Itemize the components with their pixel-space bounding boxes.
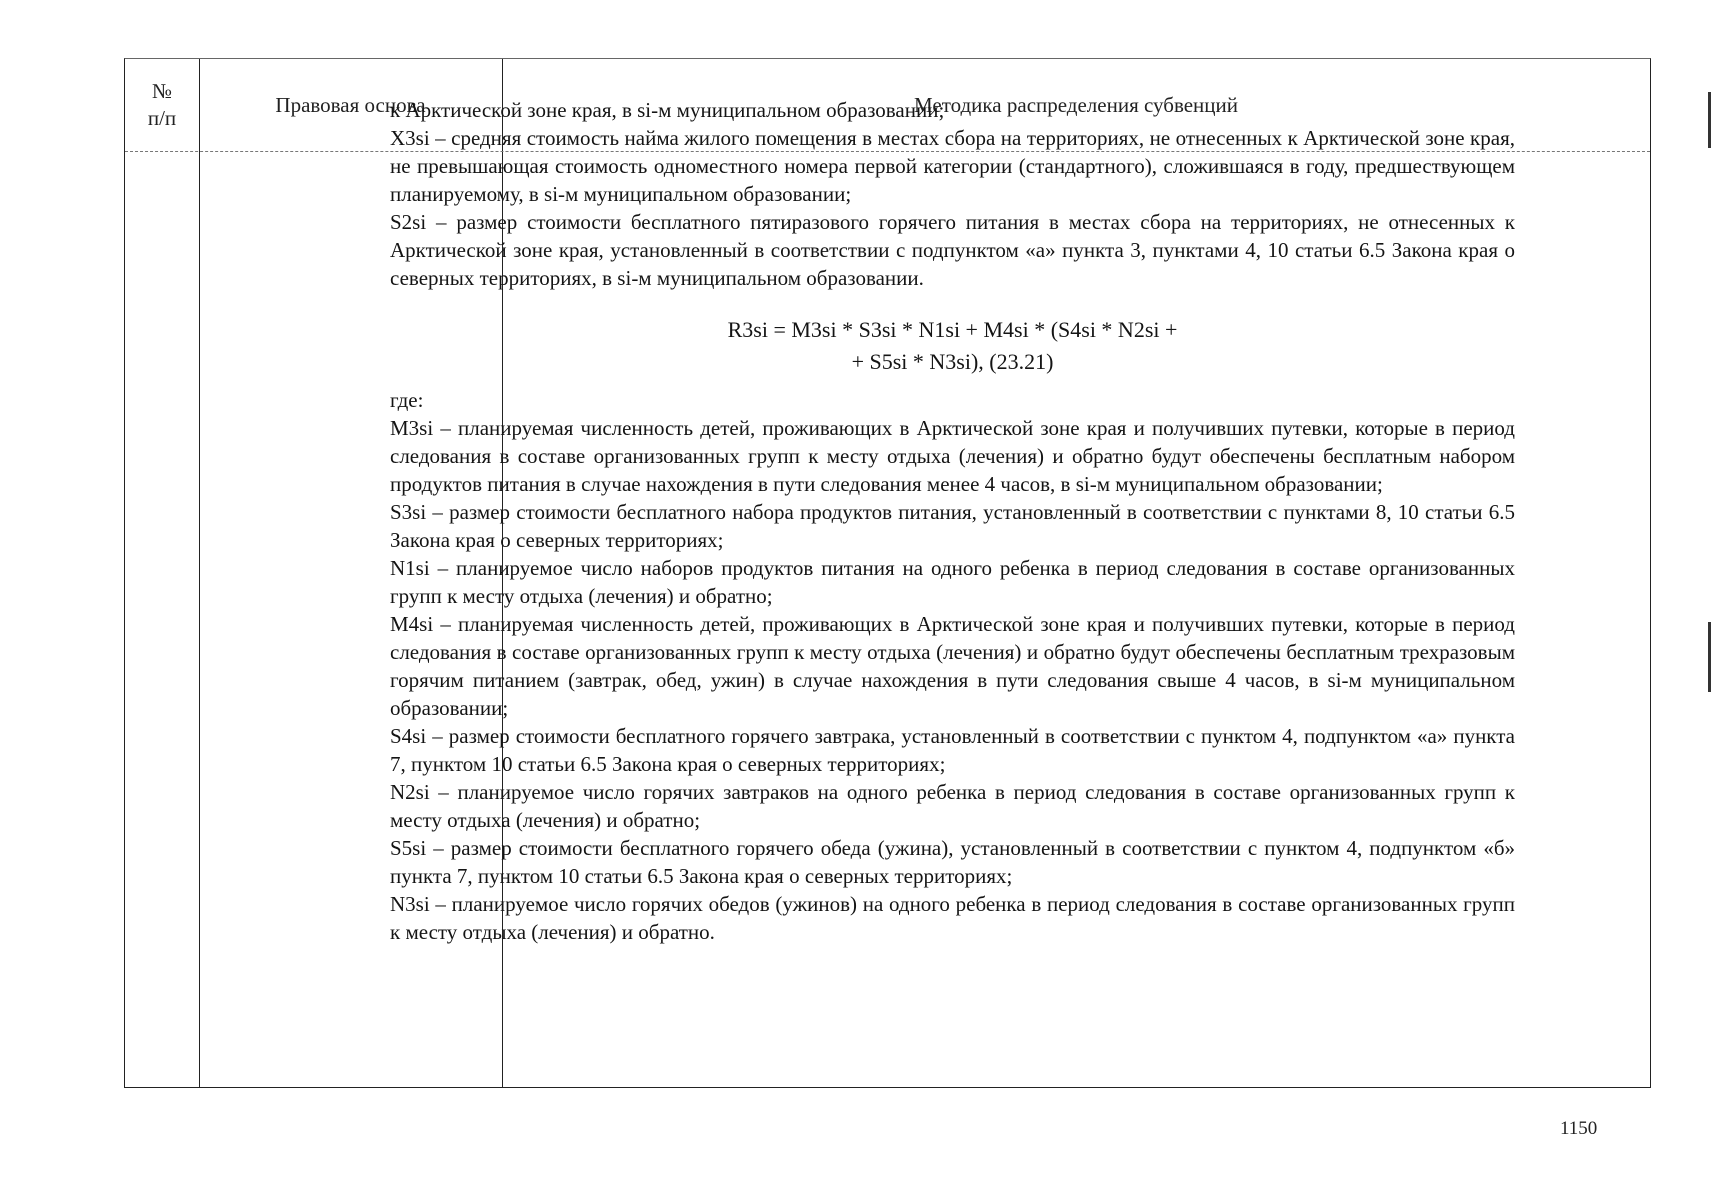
paragraph: S2si – размер стоимости бесплатного пятиразового горячего питания в местах сбора на территориях, не отнесенных к Арктической зоне края, установленный в соответствии с подпунктом «а» пункта 3, пунктами 4, 10 статьи 6.5 Закона края о северных территориях, в si-м муниципальном образовании. [390,210,1515,290]
definition-s5si: S5si – размер стоимости бесплатного горячего обеда (ужина), установленный в соответствии с пунктом 4, подпунктом «б» пункта 7, пунктом 10 статьи 6.5 Закона края о северных территориях; [390,836,1515,888]
header-number-abbrev: п/п [147,106,177,130]
definition-n1si: N1si – планируемое число наборов продуктов питания на одного ребенка в период следования в составе организованных групп к месту отдыха (лечения) и обратно; [390,556,1515,608]
definition-n3si: N3si – планируемое число горячих обедов (ужинов) на одного ребенка в период следования в составе организованных групп к месту отдыха (лечения) и обратно. [390,892,1515,944]
page-number: 1150 [1560,1118,1598,1139]
paragraph: X3si – средняя стоимость найма жилого помещения в местах сбора на территориях, не отнесенных к Арктической зоне края, не превышающая стоимость одноместного номера первой категории (стандартного), сложившаяся в году, предшествующем планируемому, в si-м муниципальном образовании; [390,126,1515,206]
definition-n2si: N2si – планируемое число горячих завтраков на одного ребенка в период следования в составе организованных групп к месту отдыха (лечения) и обратно; [390,780,1515,832]
scan-edge-mark [1708,92,1711,148]
scan-edge-mark [1708,622,1711,692]
definition-s4si: S4si – размер стоимости бесплатного горячего завтрака, установленный в соответствии с пунктом 4, подпунктом «а» пункта 7, пунктом 10 статьи 6.5 Закона края о северных территориях; [390,724,1515,776]
definition-s3si: S3si – размер стоимости бесплатного набора продуктов питания, установленный в соответствии с пунктами 8, 10 статьи 6.5 Закона края о северных территориях; [390,500,1515,552]
header-number-column [125,59,199,151]
paragraph: к Арктической зоне края, в si-м муниципальном образовании; [390,98,945,122]
formula-line-2: + S5si * N3si), (23.21) [851,349,1054,374]
definition-m3si: M3si – планируемая численность детей, проживающих в Арктической зоне края и получивших путевки, которые в период следования в составе организованных групп к месту отдыха (лечения) и обратно будут обеспечены бесплатным набором продуктов питания в случае нахождения в пути следования менее 4 часов, в si-м муниципальном образовании; [390,416,1515,496]
column-divider-1 [199,59,200,1087]
header-number-symbol: № [151,79,173,103]
definition-m4si: M4si – планируемая численность детей, проживающих в Арктической зоне края и получивших путевки, которые в период следования в составе организованных групп к месту отдыха (лечения) и обратно будут обеспечены бесплатным трехразовым горячим питанием (завтрак, обед, ужин) в случае нахождения в пути следования свыше 4 часов, в si-м муниципальном образовании; [390,612,1515,720]
formula-line-1: R3si = M3si * S3si * N1si + M4si * (S4si * N2si + [727,317,1178,342]
header-legal-basis: Правовая основа [275,92,426,117]
methodology-cell [390,96,1515,946]
formula-23-21 [390,314,1515,378]
where-label: где: [390,388,424,412]
header-methodology: Методика распределения субвенций [913,92,1239,117]
